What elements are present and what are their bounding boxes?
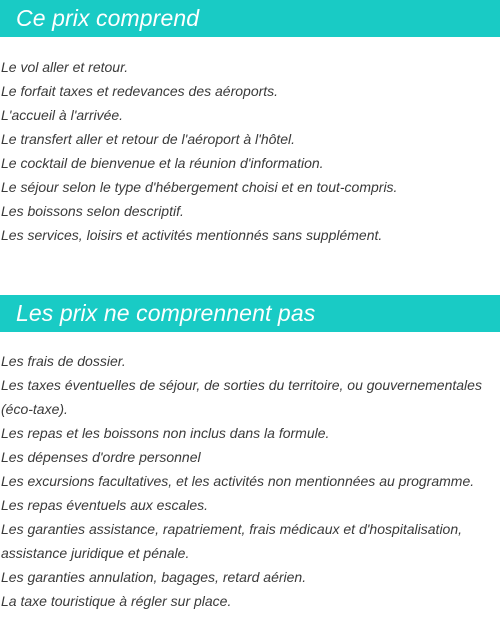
included-item: Le transfert aller et retour de l'aéroport à l'hôtel. <box>1 131 296 147</box>
excluded-item: Les garanties assistance, rapatriement, frais médicaux et d'hospitalisation, assistance juridique et pénale. <box>1 521 463 561</box>
included-item: Le séjour selon le type d'hébergement choisi et en tout-compris. <box>1 179 398 195</box>
included-list <box>1 55 497 247</box>
included-item: L'accueil à l'arrivée. <box>1 107 124 123</box>
excluded-item: Les frais de dossier. <box>1 353 126 369</box>
included-item: Le vol aller et retour. <box>1 59 129 75</box>
excluded-section <box>0 295 500 609</box>
excluded-item: Les garanties annulation, bagages, retard aérien. <box>1 569 307 585</box>
excluded-item: Les taxes éventuelles de séjour, de sorties du territoire, ou gouvernementales (éco-taxe). <box>1 377 482 417</box>
included-section-title: Ce prix comprend <box>16 5 200 31</box>
excluded-item: La taxe touristique à régler sur place. <box>1 593 232 609</box>
included-item: Le forfait taxes et redevances des aéroports. <box>1 83 279 99</box>
excluded-section-header <box>0 295 500 332</box>
included-section-header <box>0 0 500 37</box>
included-item: Le cocktail de bienvenue et la réunion d'information. <box>1 155 324 171</box>
excluded-item: Les excursions facultatives, et les activités non mentionnées au programme. <box>1 473 475 489</box>
included-item: Les services, loisirs et activités mentionnés sans supplément. <box>1 227 383 243</box>
excluded-item: Les repas éventuels aux escales. <box>1 497 209 513</box>
included-item: Les boissons selon descriptif. <box>1 203 184 219</box>
included-section <box>0 0 500 243</box>
excluded-list <box>1 349 497 613</box>
excluded-item: Les dépenses d'ordre personnel <box>1 449 201 465</box>
excluded-section-title: Les prix ne comprennent pas <box>16 300 316 326</box>
excluded-item: Les repas et les boissons non inclus dans la formule. <box>1 425 330 441</box>
